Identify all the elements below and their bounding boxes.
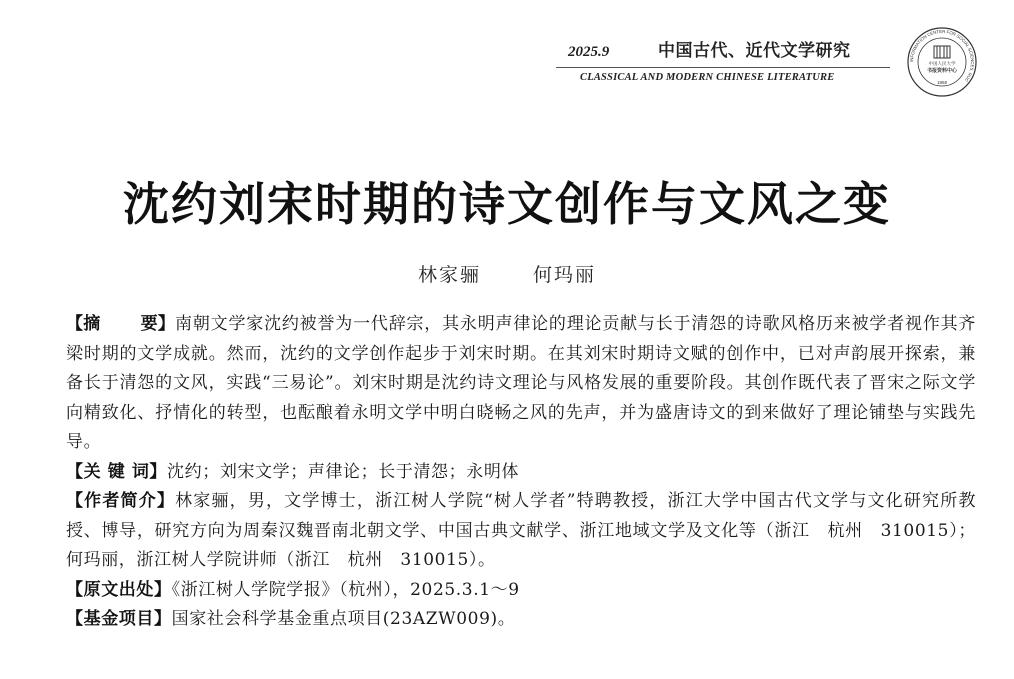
article-title: 沈约刘宋时期的诗文创作与文风之变 (123, 177, 891, 231)
keywords-text: 沈约；刘宋文学；声律论；长于清怨；永明体 (167, 461, 520, 482)
author-info-text: 林家骊，男，文学博士，浙江树人学院“树人学者”特聘教授，浙江大学中国古代文学与文化研究所教授、博导，研究方向为周秦汉魏晋南北朝文学、中国古典文献学、浙江地域文学及文化等（浙江 杭州 310015）；何玛丽，浙江树人学院讲师（浙江 杭州 310015）。 (66, 491, 976, 570)
seal-name-cn: 中国人民大学 (928, 62, 956, 67)
seal-ring-text: INFORMATION CENTER FOR SOCIAL SCIENCES, RUC (908, 28, 976, 83)
journal-header (556, 36, 896, 83)
author-info-label: 【作者简介】 (66, 491, 176, 511)
source-paragraph (66, 576, 976, 606)
journal-title-cn: 中国古代、近代文学研究 (658, 41, 851, 61)
abstract-paragraph (66, 310, 976, 458)
keywords-label: 【关 键 词】 (66, 461, 168, 482)
author-name: 林家骊 (417, 264, 481, 286)
header-divider (556, 67, 890, 68)
article-authors (0, 260, 1014, 287)
publisher-seal-logo (906, 26, 978, 98)
abstract-label: 【摘 要】 (66, 314, 176, 334)
source-text: 《浙江树人学院学报》（杭州），2025.3.1～9 (171, 579, 520, 600)
issue-number: 2025.9 (568, 44, 610, 60)
funding-label: 【基金项目】 (66, 609, 172, 629)
journal-header-top (556, 36, 896, 61)
abstract-text: 南朝文学家沈约被誉为一代辞宗，其永明声律论的理论贡献与长于清怨的诗歌风格历来被学者视作其齐梁时期的文学成就。然而，沈约的文学创作起步于刘宋时期。在其刘宋时期诗文赋的创作中，已对声韵展开探索，兼备长于清怨的文风，实践“三易论”。刘宋时期是沈约诗文理论与风格发展的重要阶段。其创作既代表了晋宋之际文学向精致化、抒情化的转型，也酝酿着永明文学中明白晓畅之风的先声，并为盛唐诗文的到来做好了理论铺垫与实践先导。 (66, 314, 977, 452)
author-info-paragraph (66, 487, 976, 576)
keywords-paragraph (66, 458, 976, 488)
article-meta-body (66, 310, 976, 635)
funding-text: 国家社会科学基金重点项目(23AZW009)。 (171, 609, 516, 629)
seal-year: 1958 (936, 80, 948, 85)
seal-logo-icon (906, 26, 978, 98)
seal-name-cn2: 书报资料中心 (926, 68, 958, 74)
author-name: 何玛丽 (533, 264, 597, 286)
journal-title-en: CLASSICAL AND MODERN CHINESE LITERATURE (580, 72, 835, 83)
funding-paragraph (66, 605, 976, 635)
source-label: 【原文出处】 (66, 579, 172, 600)
